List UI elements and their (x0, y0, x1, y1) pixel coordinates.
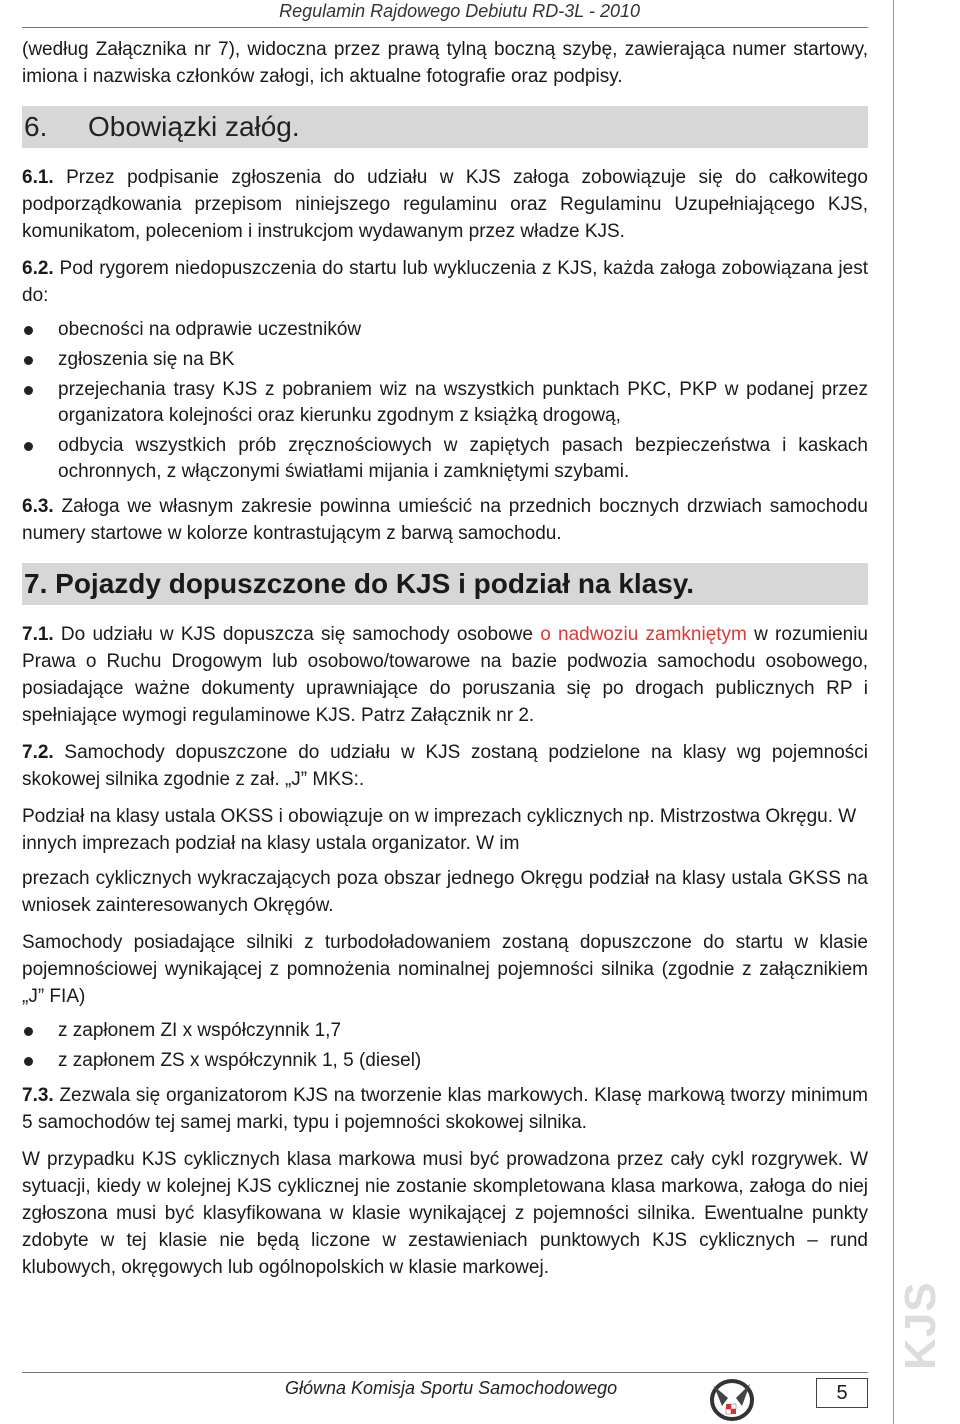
section-7-heading (22, 563, 868, 605)
paragraph-number: 7.3. (22, 1085, 54, 1106)
section-7-title: Pojazdy dopuszczone do KJS i podział na klasy. (55, 568, 695, 599)
paragraph-7-1: 7.1. Do udziału w KJS dopuszcza się samochody osobowe o nadwoziu zamkniętym w rozumieniu Prawa o Ruchu Drogowym lub osobowo/towarowe na bazie podwozia samochodu osobowego, posiadające ważne dokumenty uprawniające do poruszania się po drogach publicznych RP i spełniające wymogi regulaminowe KJS. Patrz Załącznik nr 2. (22, 624, 868, 726)
paragraph-text: Załoga we własnym zakresie powinna umieścić na przednich bocznych drzwiach samochodu numery startowe w kolorze kontrastującym z barwą samochodu. (22, 496, 868, 544)
paragraph-number: 6.2. (22, 258, 54, 279)
list-item: odbycia wszystkich prób zręcznościowych w zapiętych pasach bezpieczeństwa i kaskach ochronnych, z włączonymi światłami mijania i zamkniętymi szybami. (22, 433, 868, 485)
list-item: zgłoszenia się na BK (22, 347, 868, 373)
section-6-number: 6. (24, 111, 48, 142)
bullet-icon (24, 386, 33, 395)
header-divider (22, 27, 868, 28)
paragraph-number: 6.1. (22, 167, 54, 188)
paragraph-6-3 (22, 493, 868, 547)
gkss-logo-icon (708, 1376, 756, 1422)
paragraph-7-3b: W przypadku KJS cyklicznych klasa markowa musi być prowadzona przez cały cykl rozgrywek. W sytuacji, kiedy w kolejnej KJS cyklicznej nie zostanie skompletowana klasa markowa, załoga do niej zgłoszona musi być klasyfikowana w klasie wynikającej z pojemności silnika. Ewentualne punkty zdobyte w tej klasie nie będą liczone w zestawieniach punktowych KJS cyklicznych – rund klubowych, okręgowych lub ogólnopolskich w klasie markowej. (22, 1149, 868, 1278)
paragraph-number: 6.3. (22, 496, 54, 517)
bullet-icon (24, 356, 33, 365)
page-number: 5 (816, 1378, 868, 1408)
paragraph-number: 7.2. (22, 742, 54, 763)
paragraph-7-2c: prezach cyklicznych wykraczających poza obszar jednego Okręgu podział na klasy ustala GKSS na wniosek zainteresowanych Okręgów. (22, 868, 868, 916)
paragraph-text: Pod rygorem niedopuszczenia do startu lub wykluczenia z KJS, każda załoga zobowiązana jest do: (22, 258, 868, 306)
paragraph-7-2b: Podział na klasy ustala OKSS i obowiązuje on w imprezach cyklicznych np. Mistrzostwa Okręgu. W innych imprezach podział na klasy ustala organizator. W im (22, 806, 857, 854)
paragraph-7-2 (22, 739, 868, 793)
turbo-list (22, 1018, 868, 1074)
side-divider (893, 0, 894, 1424)
footer-divider (22, 1372, 868, 1373)
side-vertical-label: KJS (896, 1281, 945, 1370)
paragraph-number: 7.1. (22, 624, 54, 645)
list-item: z zapłonem ZI x współczynnik 1,7 (22, 1018, 868, 1044)
paragraph-text: Zezwala się organizatorom KJS na tworzenie klas markowych. Klasę markową tworzy minimum 5 samochodów tej samej marki, typu i pojemności skokowej silnika. (22, 1085, 868, 1133)
highlighted-text: o nadwoziu zamkniętym (540, 624, 747, 645)
obligations-list (22, 317, 868, 485)
paragraph-text: Samochody dopuszczone do udziału w KJS zostaną podzielone na klasy wg pojemności skokowej silnika zgodnie z zał. „J” MKS:. (22, 742, 868, 790)
paragraph-6-2 (22, 255, 868, 309)
page-content (22, 36, 868, 1281)
intro-paragraph: (według Załącznika nr 7), widoczna przez prawą tylną boczną szybę, zawierająca numer startowy, imiona i nazwiska członków załogi, ich aktualne fotografie oraz podpisy. (22, 39, 868, 87)
list-item: z zapłonem ZS x współczynnik 1, 5 (diesel) (22, 1048, 868, 1074)
paragraph-7-3 (22, 1082, 868, 1136)
bullet-icon (24, 326, 33, 335)
bullet-icon (24, 1057, 33, 1066)
section-6-title: Obowiązki załóg. (88, 111, 300, 142)
footer-organization: Główna Komisja Sportu Samochodowego (285, 1378, 618, 1398)
bullet-icon (24, 442, 33, 451)
paragraph-6-1 (22, 164, 868, 245)
paragraph-text: Przez podpisanie zgłoszenia do udziału w KJS załoga zobowiązuje się do całkowitego podporządkowania przepisom niniejszego regulaminu oraz Regulaminu Uzupełniającego KJS, komunikatom, poleceniom i instrukcjom wydawanym przez władze KJS. (22, 167, 868, 242)
header-title: Regulamin Rajdowego Debiutu RD-3L - 2010 (279, 1, 640, 21)
section-7-number: 7. (24, 568, 48, 599)
list-item: przejechania trasy KJS z pobraniem wiz na wszystkich punktach PKC, PKP w podanej przez organizatora kolejności oraz kierunku zgodnym z książką drogową, (22, 377, 868, 429)
section-6-heading (22, 106, 868, 148)
paragraph-7-2d: Samochody posiadające silniki z turbodoładowaniem zostaną dopuszczone do startu w klasie pojemnościowej wynikającej z pomnożenia nominalnej pojemności silnika (zgodnie z załącznikiem „J” FIA) (22, 932, 868, 1007)
bullet-icon (24, 1027, 33, 1036)
list-item: obecności na odprawie uczestników (22, 317, 868, 343)
